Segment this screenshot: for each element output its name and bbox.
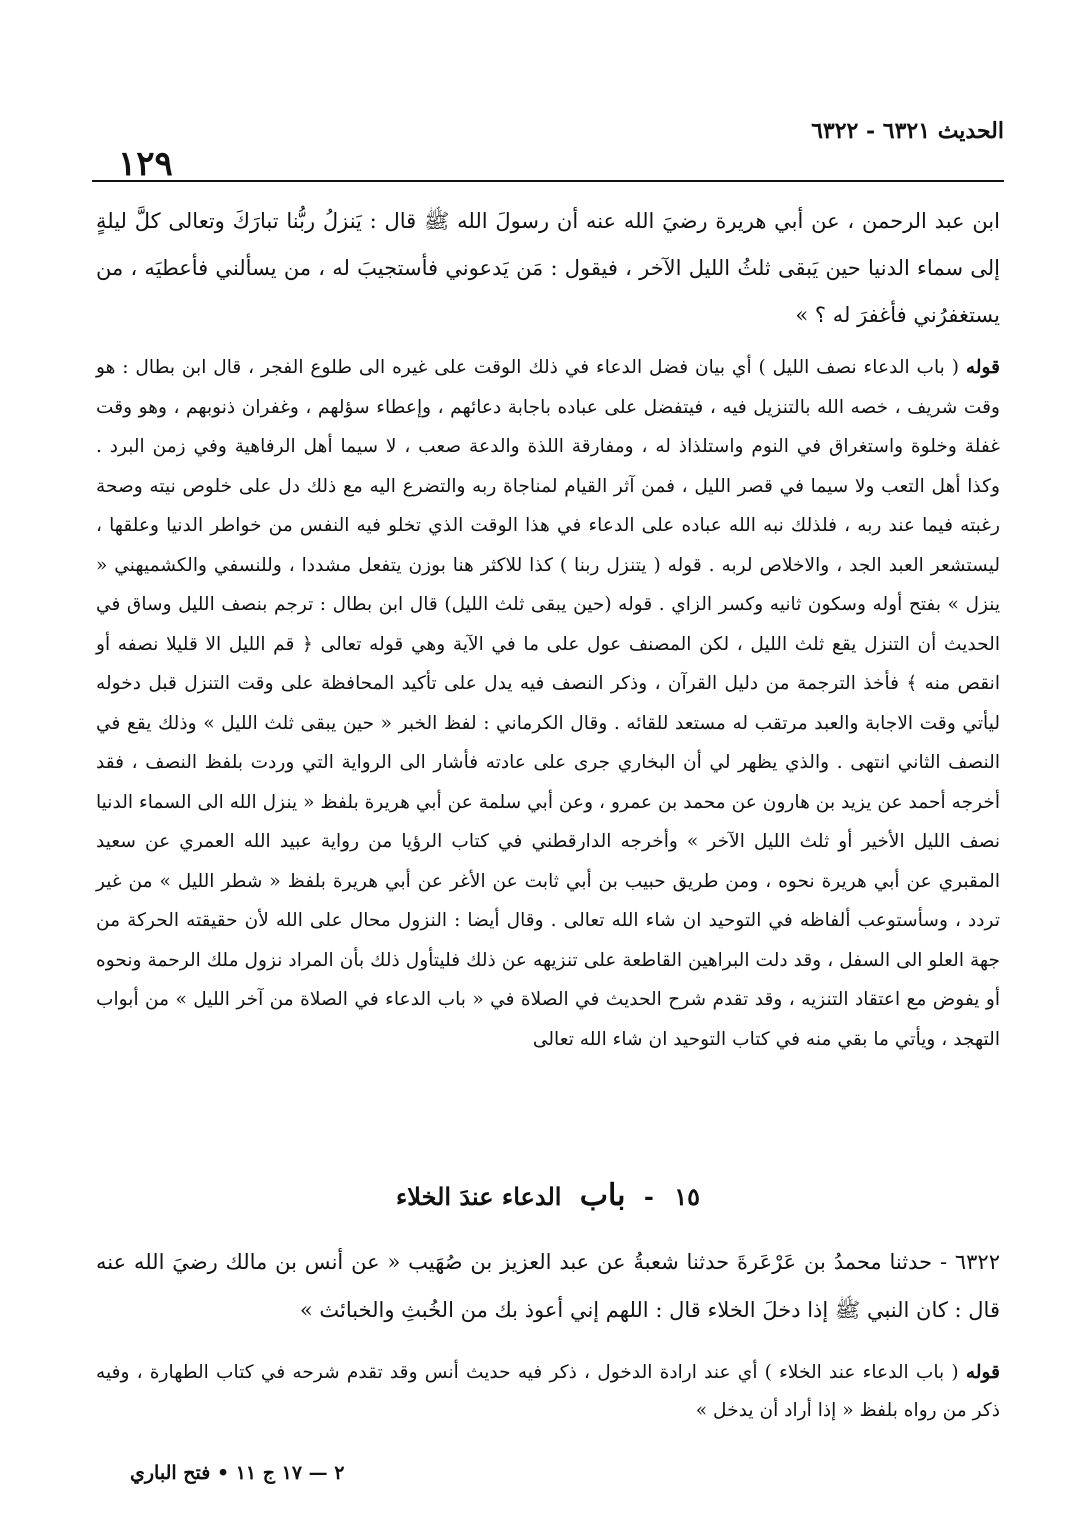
hadith-text-6321 <box>96 198 1000 339</box>
hadith-body: ابن عبد الرحمن ، عن أبي هريرة رضيَ الله عنه أن رسولَ الله ﷺ قال : يَنزلُ ربُّنا تبارَكَ وتعالى كلَّ ليلةٍ إلى سماء الدنيا حين يَبقى ثلثُ الليل الآخر ، فيقول : مَن يَدعوني فأستجيبَ له ، من يسألني فأعطيَه ، من يستغفرُني فأغفرَ له ؟ » <box>96 209 1000 327</box>
hadith-text-6322 <box>96 1238 1000 1334</box>
page-footer-signature: ٢ — ١٧ ج ١١ • فتح الباري <box>130 1462 345 1484</box>
chapter-title: الدعاء عندَ الخلاء <box>395 1182 562 1211</box>
commentary-body: ( باب الدعاء نصف الليل ) أي بيان فضل الدعاء في ذلك الوقت على غيره الى طلوع الفجر ، قال ابن بطال : هو وقت شريف ، خصه الله بالتنزيل فيه ، فيتفضل على عباده باجابة دعائهم ، وإعطاء سؤلهم ، وغفران ذنوبهم ، وهو وقت غفلة وخلوة واستغراق في النوم واستلذاذ له ، ومفارقة اللذة والدعة صعب ، لا سيما أهل الرفاهية وفي زمن البرد . وكذا أهل التعب ولا سيما في قصر الليل ، فمن آثر القيام لمناجاة ربه والتضرع اليه مع ذلك دل على خلوص نيته وصحة رغبته فيما عند ربه ، فلذلك نبه الله عباده على الدعاء في هذا الوقت الذي تخلو فيه النفس من خواطر الدنيا وعلقها ، ليستشعر العبد الجد ، والاخلاص لربه . قوله ( يتنزل ربنا ) كذا للاكثر هنا بوزن يتفعل مشددا ، وللنسفي والكشميهني « ينزل » بفتح أوله وسكون ثانيه وكسر الزاي . قوله (حين يبقى ثلث الليل) قال ابن بطال : ترجم بنصف الليل وساق في الحديث أن التنزل يقع ثلث الليل ، لكن المصنف عول على ما في الآية وهي قوله تعالى ﴿ قم الليل الا قليلا نصفه أو انقص منه ﴾ فأخذ الترجمة من دليل القرآن ، وذكر النصف فيه يدل على تأكيد المحافظة على وقت التنزل قبل دخوله ليأتي وقت الاجابة والعبد مرتقب له مستعد للقائه . وقال الكرماني : لفظ الخبر « حين يبقى ثلث الليل » وذلك يقع في النصف الثاني انتهى . والذي يظهر لي أن البخاري جرى على عادته فأشار الى الرواية التي وردت بلفظ النصف ، فقد أخرجه أحمد عن يزيد بن هارون عن محمد بن عمرو ، وعن أبي سلمة عن أبي هريرة بلفظ « ينزل الله الى السماء الدنيا نصف الليل الأخير أو ثلث الليل الآخر » وأخرجه الدارقطني في كتاب الرؤيا من رواية عبيد الله العمري عن سعيد المقبري عن أبي هريرة نحوه ، ومن طريق حبيب بن أبي ثابت عن الأغر عن أبي هريرة بلفظ « شطر الليل » من غير تردد ، وسأستوعب ألفاظه في التوحيد ان شاء الله تعالى . وقال أيضا : النزول محال على الله لأن حقيقته الحركة من جهة العلو الى السفل ، وقد دلت البراهين القاطعة على تنزيهه عن ذلك فليتأول ذلك بأن المراد نزول ملك الرحمة ونحوه أو يفوض مع اعتقاد التنزيه ، وقد تقدم شرح الحديث في الصلاة في « باب الدعاء في الصلاة من آخر الليل » من أبواب التهجد ، ويأتي ما بقي منه في كتاب التوحيد ان شاء الله تعالى <box>96 357 1000 1050</box>
page-number: ١٢٩ <box>118 144 173 184</box>
chapter-bab-word: باب <box>579 1178 626 1213</box>
commentary-lead-word: قوله <box>965 1362 1000 1383</box>
header-title: الحديث ٦٣٢١ - ٦٣٢٢ <box>811 118 1004 144</box>
hadith-body: ٦٣٢٢ - حدثنا محمدُ بن عَرْعَرةَ حدثنا شعبةُ عن عبد العزيز بن صُهَيب « عن أنس بن مالك رضيَ الله عنه قال : كان النبي ﷺ إذا دخلَ الخلاء قال : اللهم إني أعوذ بك من الخُبثِ والخبائث » <box>96 1250 1000 1322</box>
header-divider <box>92 180 1004 182</box>
commentary-lead-word: قوله <box>965 357 1000 378</box>
commentary-6321 <box>96 348 1000 1059</box>
commentary-6322 <box>96 1354 1000 1430</box>
chapter-heading <box>96 1178 1000 1213</box>
chapter-dash: - <box>643 1182 654 1211</box>
page-header <box>88 118 1004 184</box>
commentary-body: ( باب الدعاء عند الخلاء ) أي عند ارادة الدخول ، ذكر فيه حديث أنس وقد تقدم شرحه في كتاب الطهارة ، وفيه ذكر من رواه بلفظ « إذا أراد أن يدخل » <box>96 1362 1000 1421</box>
chapter-number: ١٥ <box>674 1182 700 1211</box>
